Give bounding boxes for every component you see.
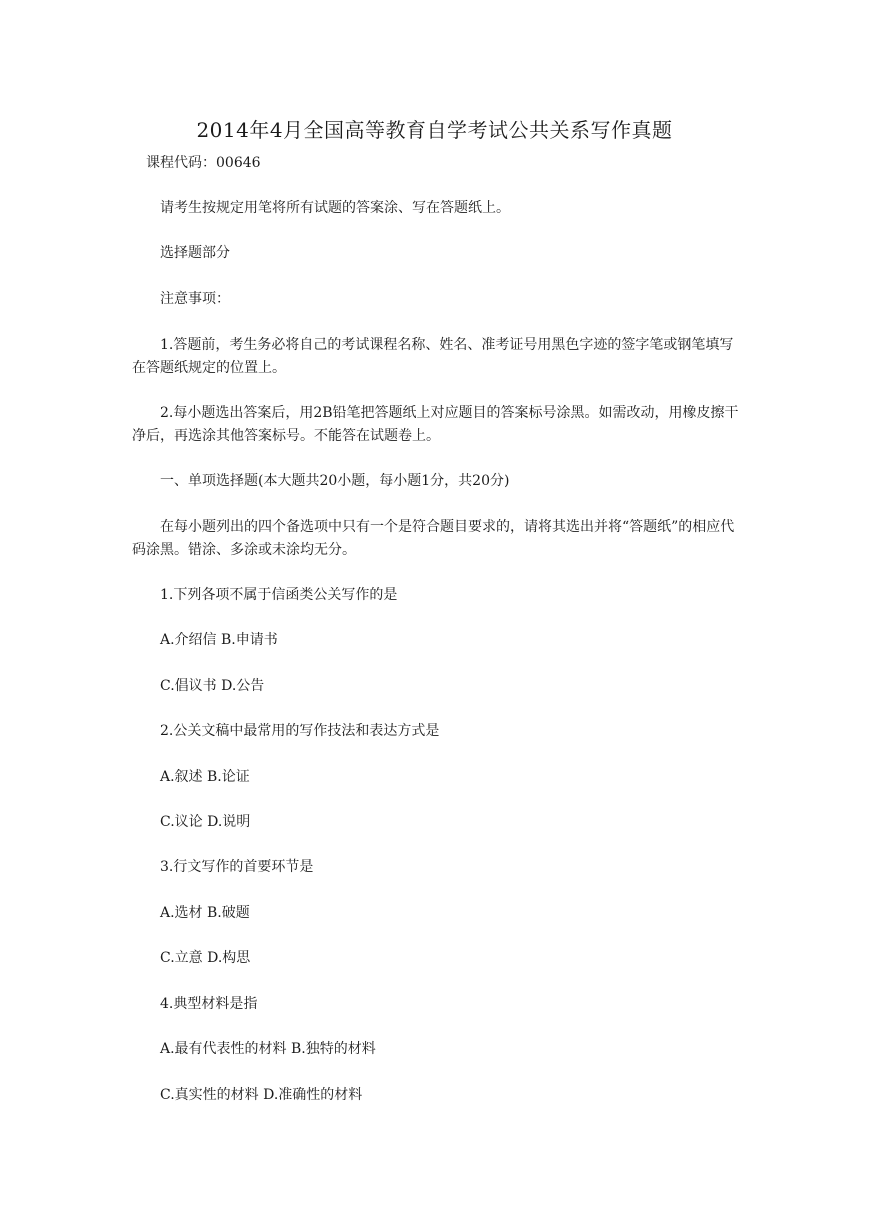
question-2-options-cd: C.议论 D.说明 <box>160 814 251 830</box>
section-heading-single-choice: 一、单项选择题(本大题共20小题，每小题1分，共20分) <box>160 473 510 489</box>
question-4-options-ab: A.最有代表性的材料 B.独特的材料 <box>160 1041 376 1057</box>
instruction-answer-sheet: 请考生按规定用笔将所有试题的答案涂、写在答题纸上。 <box>160 200 510 216</box>
question-4: 4.典型材料是指 <box>160 996 258 1012</box>
course-code: 课程代码：00646 <box>146 155 261 171</box>
single-choice-instructions: 在每小题列出的四个备选项中只有一个是符合题目要求的，请将其选出并将“答题纸”的相应代码涂黑。错涂、多涂或未涂均无分。 <box>132 519 735 558</box>
question-1-options-cd: C.倡议书 D.公告 <box>160 678 265 694</box>
note-item-2: 2.每小题选出答案后，用2B铅笔把答题纸上对应题目的答案标号涂黑。如需改动，用橡皮擦干净后，再选涂其他答案标号。不能答在试题卷上。 <box>132 405 739 444</box>
section-heading-choice: 选择题部分 <box>160 245 230 261</box>
question-3: 3.行文写作的首要环节是 <box>160 859 314 875</box>
question-2: 2.公关文稿中最常用的写作技法和表达方式是 <box>160 723 440 739</box>
document-title: 2014年4月全国高等教育自学考试公共关系写作真题 <box>196 118 673 142</box>
question-1: 1.下列各项不属于信函类公关写作的是 <box>160 587 398 603</box>
notes-heading: 注意事项： <box>160 291 230 307</box>
question-4-options-cd: C.真实性的材料 D.准确性的材料 <box>160 1087 363 1103</box>
question-1-options-ab: A.介绍信 B.申请书 <box>160 632 278 648</box>
question-2-options-ab: A.叙述 B.论证 <box>160 769 250 785</box>
question-3-options-cd: C.立意 D.构思 <box>160 950 251 966</box>
note-item-1: 1.答题前，考生务必将自己的考试课程名称、姓名、准考证号用黑色字迹的签字笔或钢笔填写在答题纸规定的位置上。 <box>132 337 734 376</box>
question-3-options-ab: A.选材 B.破题 <box>160 905 250 921</box>
